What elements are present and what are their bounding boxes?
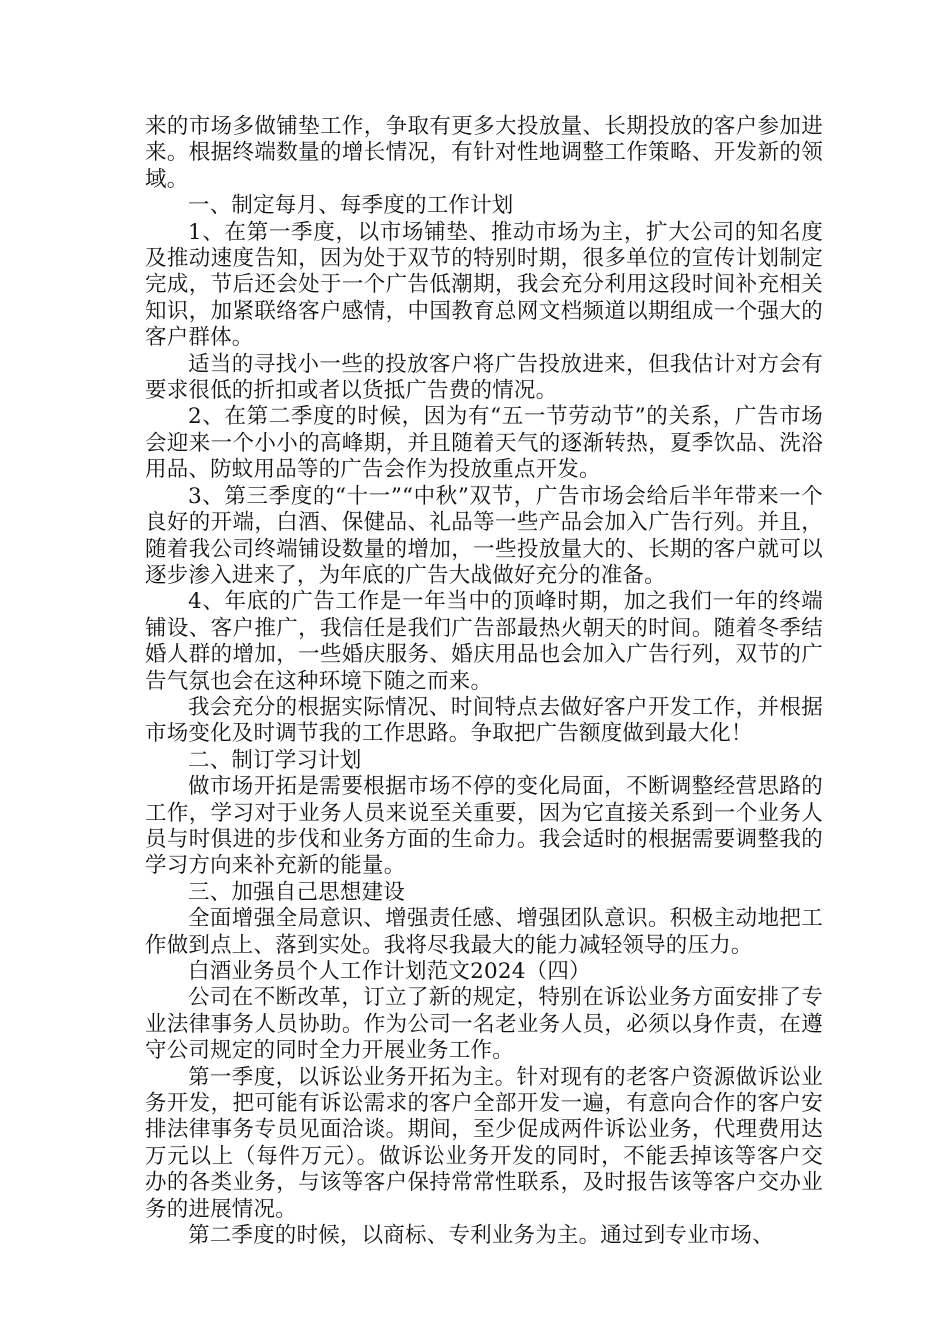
section-heading: 一、制定每月、每季度的工作计划 (188, 193, 514, 219)
paragraph: 第二季度的时候，以商标、专利业务为主。通过到专业市场、 (188, 1223, 774, 1249)
paragraph: 适当的寻找小一些的投放客户将广告投放进来，但我估计对方会有要求很低的折扣或者以货抵广告费的情况。 (145, 351, 823, 404)
section-heading: 三、加强自己思想建设 (188, 879, 406, 905)
paragraph: 第一季度，以诉讼业务开拓为主。针对现有的老客户资源做诉讼业务开发，把可能有诉讼需求的客户全部开发一遍，有意向合作的客户安排法律事务专员见面洽谈。期间，至少促成两件诉讼业务，代理费用达万元以上（每件万元）。做诉讼业务开发的同时，不能丢掉该等客户交办的各类业务，与该等客户保持常常性联系，及时报告该等客户交办业务的进展情况。 (145, 1064, 823, 1222)
paragraph: 公司在不断改革，订立了新的规定，特别在诉讼业务方面安排了专业法律事务人员协助。作为公司一名老业务人员，必须以身作责，在遵守公司规定的同时全力开展业务工作。 (145, 985, 823, 1064)
paragraph: 4、年底的广告工作是一年当中的顶峰时期，加之我们一年的终端铺设、客户推广，我信任是我们广告部最热火朝天的时间。随着冬季结婚人群的增加，一些婚庆服务、婚庆用品也会加入广告行列，双节的广告气氛也会在这种环境下随之而来。 (145, 589, 823, 694)
paragraph: 2、在第二季度的时候，因为有“五一节劳动节”的关系，广告市场会迎来一个小小的高峰期，并且随着天气的逐渐转热，夏季饮品、洗浴用品、防蚊用品等的广告会作为投放重点开发。 (145, 404, 823, 483)
paragraph: 我会充分的根据实际情况、时间特点去做好客户开发工作，并根据市场变化及时调节我的工作思路。争取把广告额度做到最大化！ (145, 694, 823, 747)
document-subtitle: 白酒业务员个人工作计划范文2024（四） (188, 959, 591, 984)
paragraph: 1、在第一季度，以市场铺垫、推动市场为主，扩大公司的知名度及推动速度告知，因为处于双节的特别时期，很多单位的宣传计划制定完成，节后还会处于一个广告低潮期，我会充分利用这段时间补充相关知识，加紧联络客户感情，中国教育总网文档频道以期组成一个强大的客户群体。 (145, 219, 823, 351)
paragraph: 3、第三季度的“十一”“中秋”双节，广告市场会给后半年带来一个良好的开端，白酒、保健品、礼品等一些产品会加入广告行列。并且，随着我公司终端铺设数量的增加，一些投放量大的、长期的客户就可以逐步渗入进来了，为年底的广告大战做好充分的准备。 (145, 483, 823, 588)
paragraph: 来的市场多做铺垫工作，争取有更多大投放量、长期投放的客户参加进来。根据终端数量的增长情况，有针对性地调整工作策略、开发新的领域。 (145, 114, 823, 192)
paragraph: 全面增强全局意识、增强责任感、增强团队意识。积极主动地把工作做到点上、落到实处。我将尽我最大的能力减轻领导的压力。 (145, 906, 823, 958)
section-heading: 二、制订学习计划 (188, 747, 362, 773)
paragraph: 做市场开拓是需要根据市场不停的变化局面，不断调整经营思路的工作，学习对于业务人员来说至关重要，因为它直接关系到一个业务人员与时俱进的步伐和业务方面的生命力。我会适时的根据需要调整我的学习方向来补充新的能量。 (145, 774, 823, 879)
document-body (145, 114, 823, 1249)
